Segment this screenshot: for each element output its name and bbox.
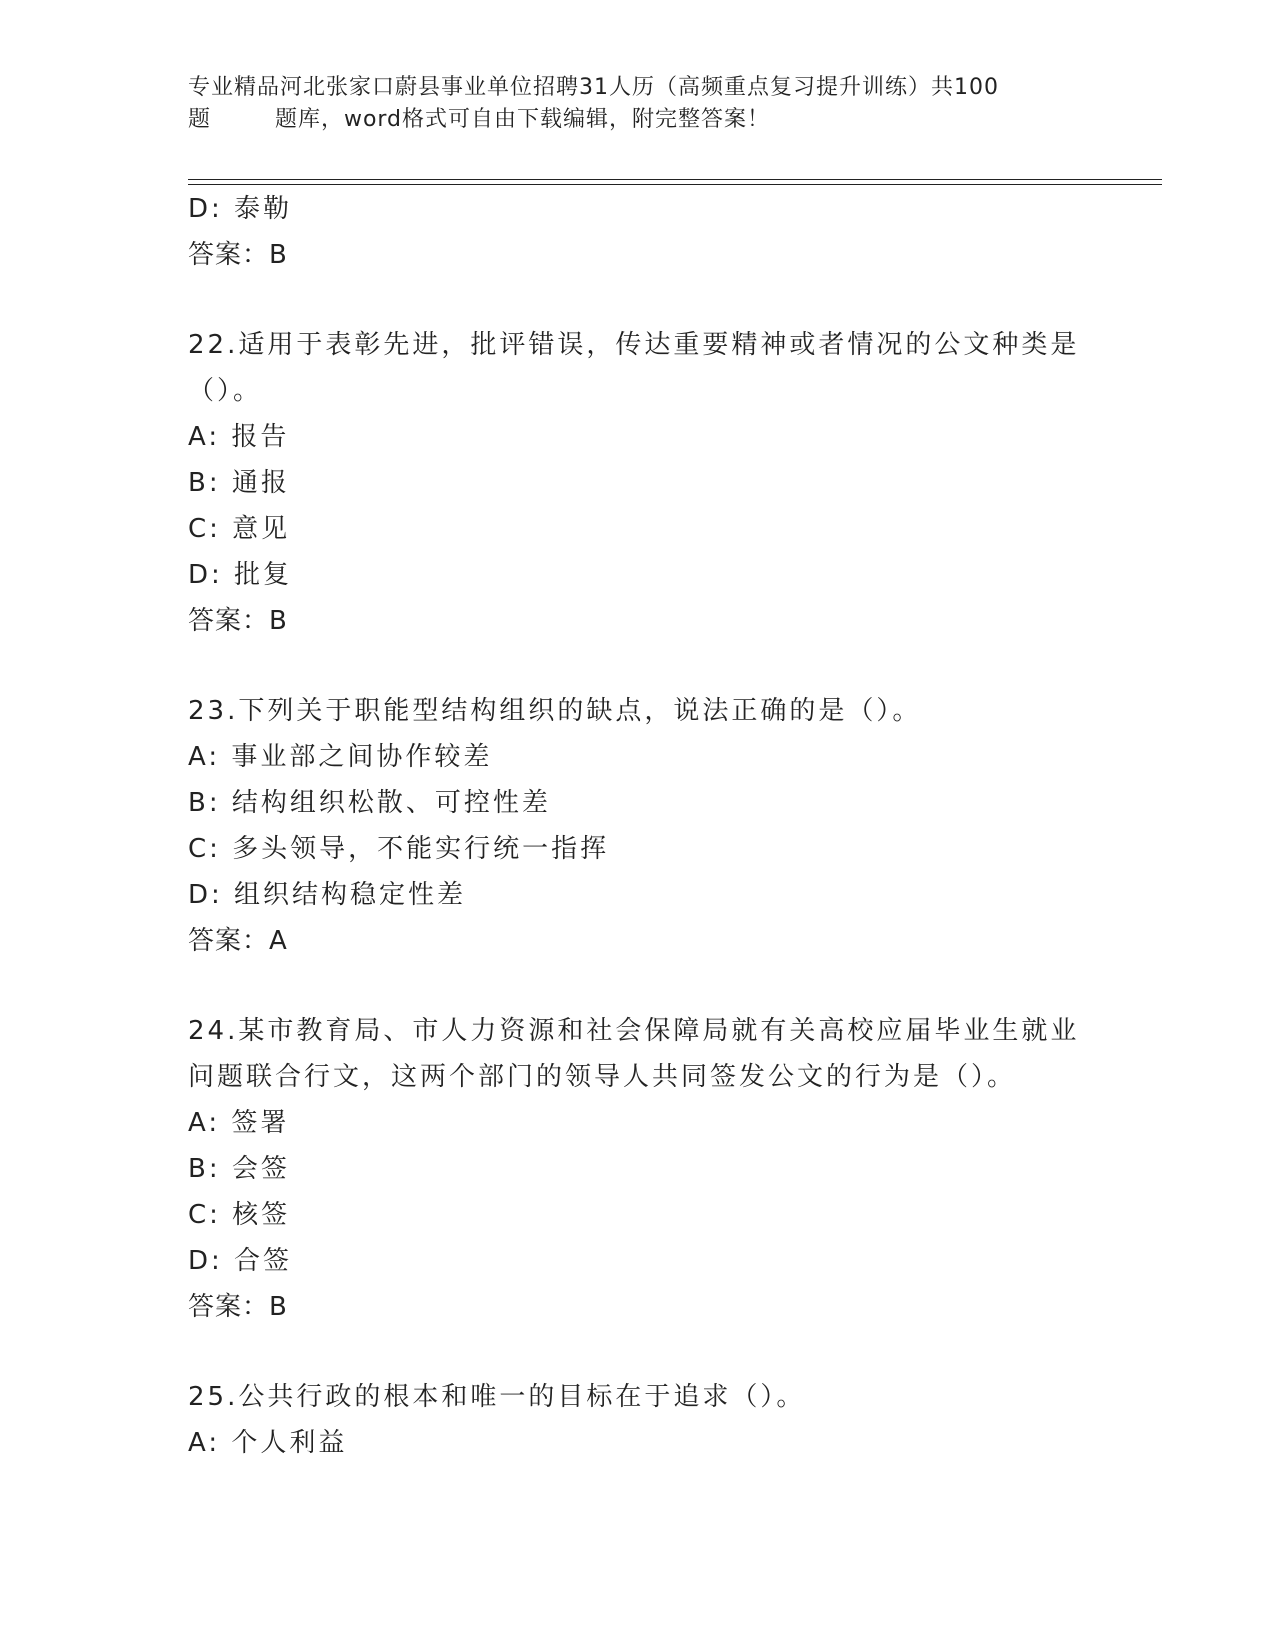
answer-line: 答案：B [188, 1292, 288, 1322]
header-divider-bottom [188, 184, 1162, 185]
question-23 [188, 688, 1088, 964]
question-text-line1: 23.下列关于职能型结构组织的缺点，说法正确的是（）。 [188, 696, 922, 726]
option-b: B: 通报 [188, 468, 290, 498]
answer-line: 答案：A [188, 926, 288, 956]
option-a: A: 事业部之间协作较差 [188, 742, 493, 772]
header-title-line2: 题 题库，word格式可自由下载编辑，附完整答案！ [188, 107, 771, 132]
question-text-line1: 22.适用于表彰先进，批评错误，传达重要精神或者情况的公文种类是 [188, 330, 1080, 360]
spacer [188, 644, 1088, 688]
question-24 [188, 1008, 1088, 1330]
header-title-line1: 专业精品河北张家口蔚县事业单位招聘31人历（高频重点复习提升训练）共100 [188, 75, 999, 100]
question-prev [188, 186, 1088, 278]
question-list [188, 186, 1088, 1466]
option-a: A: 个人利益 [188, 1428, 348, 1458]
option-b: B: 会签 [188, 1154, 290, 1184]
question-text-line2: 问题联合行文，这两个部门的领导人共同签发公文的行为是（）。 [188, 1062, 1017, 1092]
question-22 [188, 322, 1088, 644]
answer-line: 答案：B [188, 606, 288, 636]
option-d: D: 批复 [188, 560, 293, 590]
option-d: D: 合签 [188, 1246, 293, 1276]
spacer [188, 964, 1088, 1008]
spacer [188, 278, 1088, 322]
option-d: D: 泰勒 [188, 194, 293, 224]
option-c: C: 核签 [188, 1200, 291, 1230]
question-25 [188, 1374, 1088, 1466]
option-c: C: 意见 [188, 514, 291, 544]
option-a: A: 报告 [188, 422, 290, 452]
option-b: B: 结构组织松散、可控性差 [188, 788, 551, 818]
header-divider-top [188, 179, 1162, 180]
question-text-line2: （）。 [188, 376, 263, 406]
question-text-line1: 24.某市教育局、市人力资源和社会保障局就有关高校应届毕业生就业 [188, 1016, 1080, 1046]
spacer [188, 1330, 1088, 1374]
question-text-line1: 25.公共行政的根本和唯一的目标在于追求（）。 [188, 1382, 806, 1412]
option-d: D: 组织结构稳定性差 [188, 880, 467, 910]
answer-line: 答案：B [188, 240, 288, 270]
document-header [188, 72, 1088, 136]
option-c: C: 多头领导，不能实行统一指挥 [188, 834, 610, 864]
option-a: A: 签署 [188, 1108, 290, 1138]
